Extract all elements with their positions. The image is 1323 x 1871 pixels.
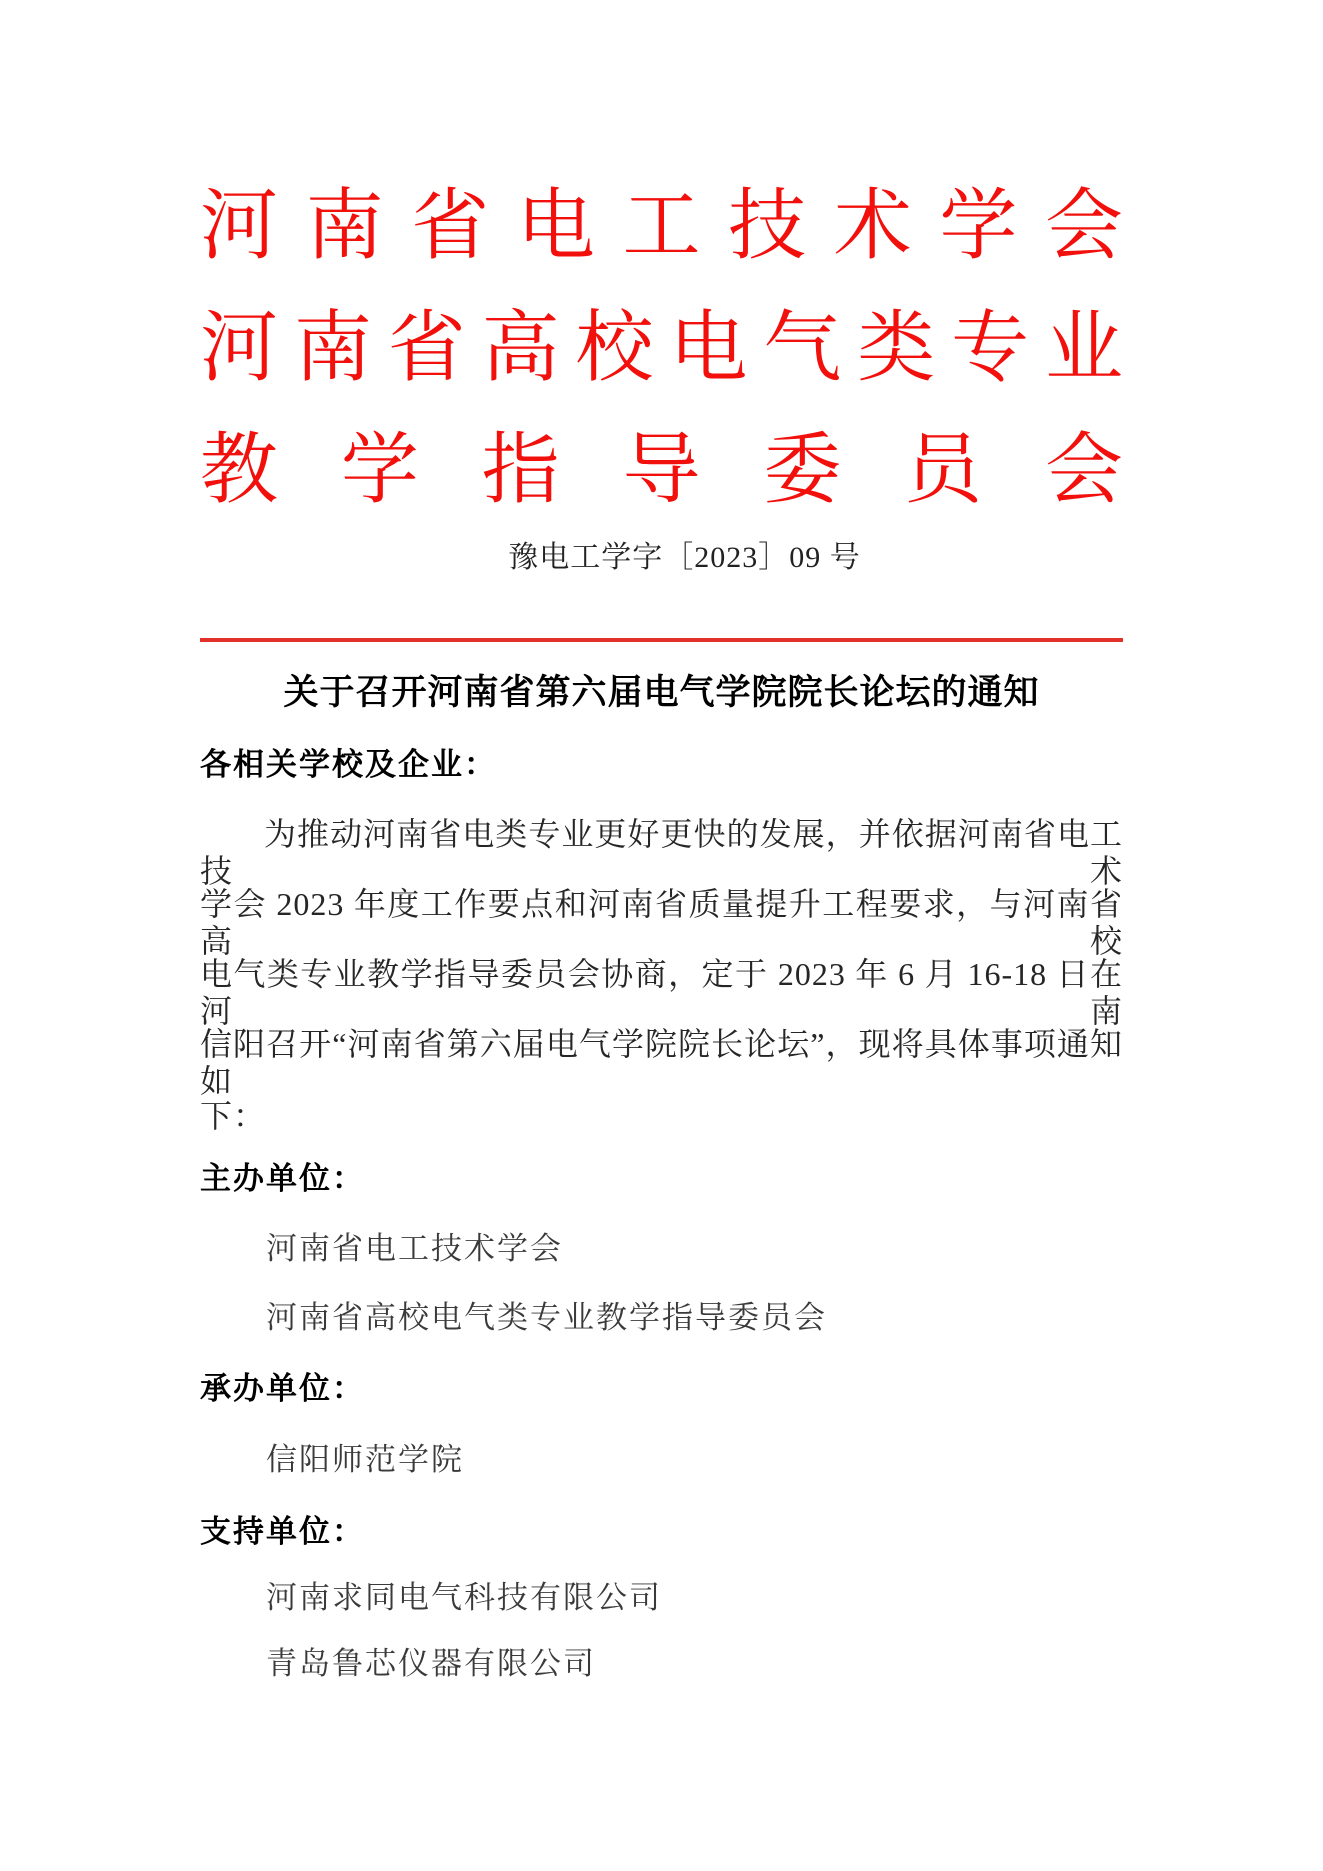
- supporter-org-1: 河南求同电气科技有限公司: [266, 1580, 662, 1615]
- letterhead-line-3: 教学指导委员会: [200, 426, 1123, 513]
- document-number: 豫电工学字［2023］09 号: [508, 541, 861, 574]
- host-org-2: 河南省高校电气类专业教学指导委员会: [266, 1300, 827, 1335]
- salutation: 各相关学校及企业：: [200, 747, 497, 782]
- section-heading-host: 主办单位：: [200, 1161, 365, 1196]
- section-heading-supporter: 支持单位：: [200, 1514, 365, 1549]
- red-divider-rule: [200, 638, 1123, 642]
- supporter-org-2: 青岛鲁芯仪器有限公司: [266, 1646, 596, 1681]
- notice-title: 关于召开河南省第六届电气学院院长论坛的通知: [283, 673, 1040, 712]
- paragraph-line-2: 学会 2023 年度工作要点和河南省质量提升工程要求，与河南省高校: [200, 886, 1123, 959]
- letterhead-line-2: 河南省高校电气类专业: [200, 304, 1123, 391]
- organizer-org-1: 信阳师范学院: [266, 1442, 464, 1477]
- letterhead-line-1: 河南省电工技术学会: [200, 182, 1123, 269]
- section-heading-organizer: 承办单位：: [200, 1371, 365, 1406]
- paragraph-line-3: 电气类专业教学指导委员会协商，定于 2023 年 6 月 16-18 日在河南: [200, 956, 1123, 1029]
- paragraph-line-1: 为推动河南省电类专业更好更快的发展，并依据河南省电工技术: [200, 816, 1123, 889]
- host-org-1: 河南省电工技术学会: [266, 1231, 563, 1266]
- paragraph-line-4: 信阳召开“河南省第六届电气学院院长论坛”，现将具体事项通知如: [200, 1026, 1123, 1099]
- paragraph-line-5: 下：: [200, 1098, 267, 1134]
